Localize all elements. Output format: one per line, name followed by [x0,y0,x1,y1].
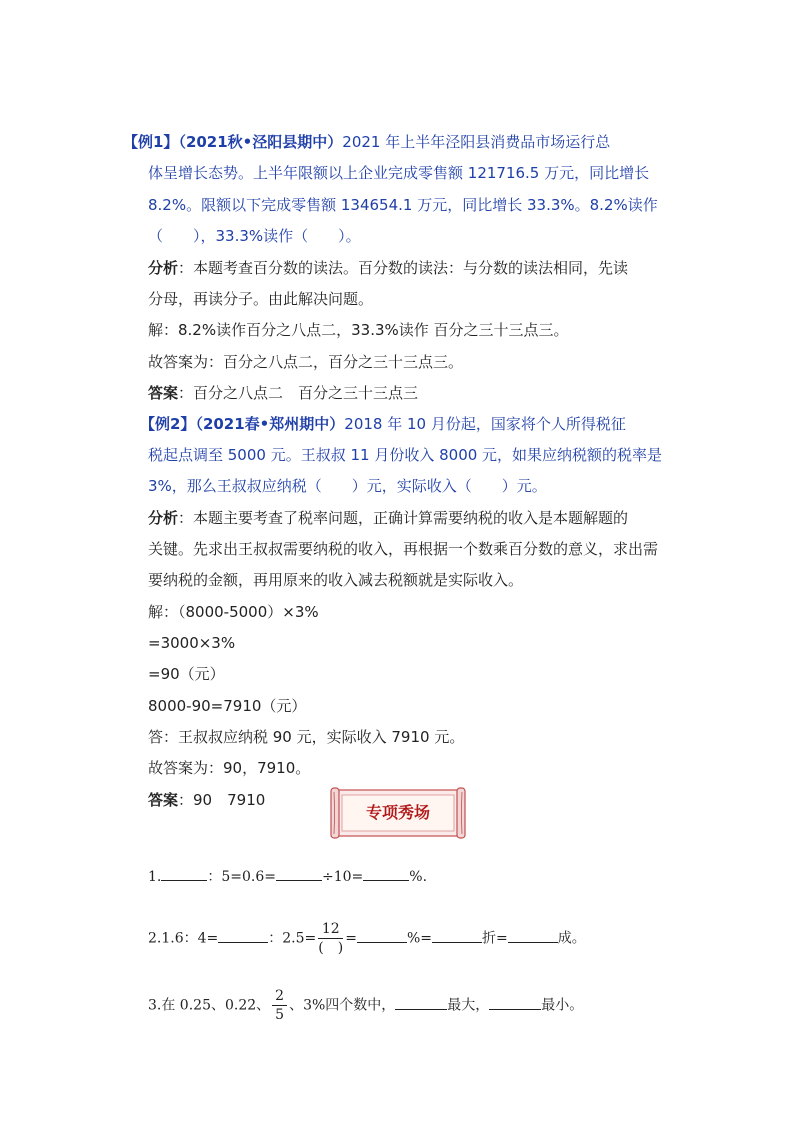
ex1-line-1-text: 2021 年上半年泾阳县消费品市场运行总 [342,133,611,151]
ex1-so: 故答案为：百分之八点二，百分之三十三点三。 [148,353,464,371]
q2-fraction [318,920,343,957]
ex2-source: （2021春•郑州期中） [195,415,345,433]
q1-blank-3[interactable] [363,866,409,881]
q1-text-c: ÷10= [322,869,364,885]
ex1-source: （2021秋•泾阳县期中） [178,133,343,151]
q1-text-d: %. [409,869,428,885]
q2-text-a: 2.1.6：4= [148,930,219,947]
q3-fraction [272,987,287,1024]
ex2-solution-5: 答：王叔叔应纳税 90 元，实际收入 7910 元。 [148,728,465,746]
ex2-answer [148,790,265,810]
ex2-analysis-3: 要纳税的金额，再用原来的收入减去税额就是实际收入。 [148,571,524,589]
ex2-line-1 [140,414,626,434]
q1-blank-2[interactable] [276,866,322,881]
ex2-analysis-text-1: ：本题主要考查了税率问题，正确计算需要纳税的收入是本题解题的 [178,509,629,527]
ex1-tag: 【例1】 [123,133,179,151]
q2-text-f: 成。 [557,930,586,947]
ex2-answer-text: ：90 7910 [178,791,266,809]
ex1-analysis-label: 分析 [148,259,179,277]
ex2-analysis-1 [148,508,628,528]
q3-text-b: 、 [256,997,271,1014]
ex1-line-3: 8.2%。限额以下完成零售额 134654.1 万元，同比增长 33.3%。8.2%读作 [148,196,658,214]
q3-blank-2[interactable] [489,995,541,1010]
ex2-line-1-text: 2018 年 10 月份起，国家将个人所得税征 [344,415,626,433]
q3-repeating-decimal: 0.22̇ [224,997,257,1014]
ex1-line-2: 体呈增长态势。上半年限额以上企业完成零售额 121716.5 万元，同比增长 [148,164,650,182]
ex1-answer-label: 答案 [148,384,179,402]
q1-blank-1[interactable] [161,866,207,881]
q2-text-e: 折= [481,930,508,947]
exercise-3 [148,987,583,1024]
q2-fraction-numerator: 12 [318,920,343,939]
section-banner [330,786,466,840]
ex2-line-3: 3%，那么王叔叔应纳税（ ）元，实际收入（ ）元。 [148,477,547,495]
ex2-analysis-2: 关键。先求出王叔叔需要纳税的收入，再根据一个数乘百分数的意义，求出需 [148,540,659,558]
ex2-tag: 【例2】 [140,415,196,433]
q3-text-e: 最小。 [541,997,584,1014]
ex1-answer [148,383,418,403]
ex2-solution-2: =3000×3% [148,634,236,652]
q2-text-d: %= [406,930,432,947]
q2-blank-2[interactable] [357,928,407,943]
q2-blank-3[interactable] [432,928,482,943]
ex2-solution-4: 8000-90=7910（元） [148,697,307,715]
ex1-line-1 [123,132,610,152]
ex1-answer-text: ：百分之八点二 百分之三十三点三 [178,384,419,402]
q3-text-a: 3.在 0.25、 [148,997,225,1014]
ex1-analysis-2: 分母，再读分子。由此解决问题。 [148,290,374,308]
banner-title: 专项秀场 [365,803,430,822]
ex2-answer-label: 答案 [148,791,179,809]
q2-fraction-denominator[interactable]: ( ) [318,940,344,956]
exercise-2 [148,920,586,957]
q3-fraction-denominator: 5 [275,1007,285,1023]
q3-text-c: 、3%四个数中， [289,997,396,1014]
q2-text-b: ：2.5= [268,930,317,947]
q3-blank-1[interactable] [395,995,447,1010]
q3-fraction-numerator: 2 [272,987,287,1006]
exercise-1 [148,866,427,887]
ex1-analysis-1 [148,258,628,278]
ex1-solution: 解：8.2%读作百分之八点二，33.3%读作 百分之三十三点三。 [148,321,569,339]
ex2-line-2: 税起点调至 5000 元。王叔叔 11 月份收入 8000 元，如果应纳税额的税率是 [148,446,663,464]
ex1-line-4: （ ），33.3%读作（ ）。 [148,227,361,245]
q1-text-b: ：5=0.6= [207,869,276,885]
ex1-analysis-text-1: ：本题考查百分数的读法。百分数的读法：与分数的读法相同，先读 [178,259,629,277]
ex2-solution-3: =90（元） [148,665,225,683]
ex2-solution-1: 解：（8000-5000）×3% [148,603,319,621]
ex2-so: 故答案为：90，7910。 [148,759,311,777]
q3-text-d: 最大， [447,997,490,1014]
q2-blank-1[interactable] [218,928,268,943]
q1-number: 1. [148,869,162,885]
q2-blank-4[interactable] [508,928,558,943]
ex2-analysis-label: 分析 [148,509,179,527]
q2-text-c: = [345,930,357,947]
